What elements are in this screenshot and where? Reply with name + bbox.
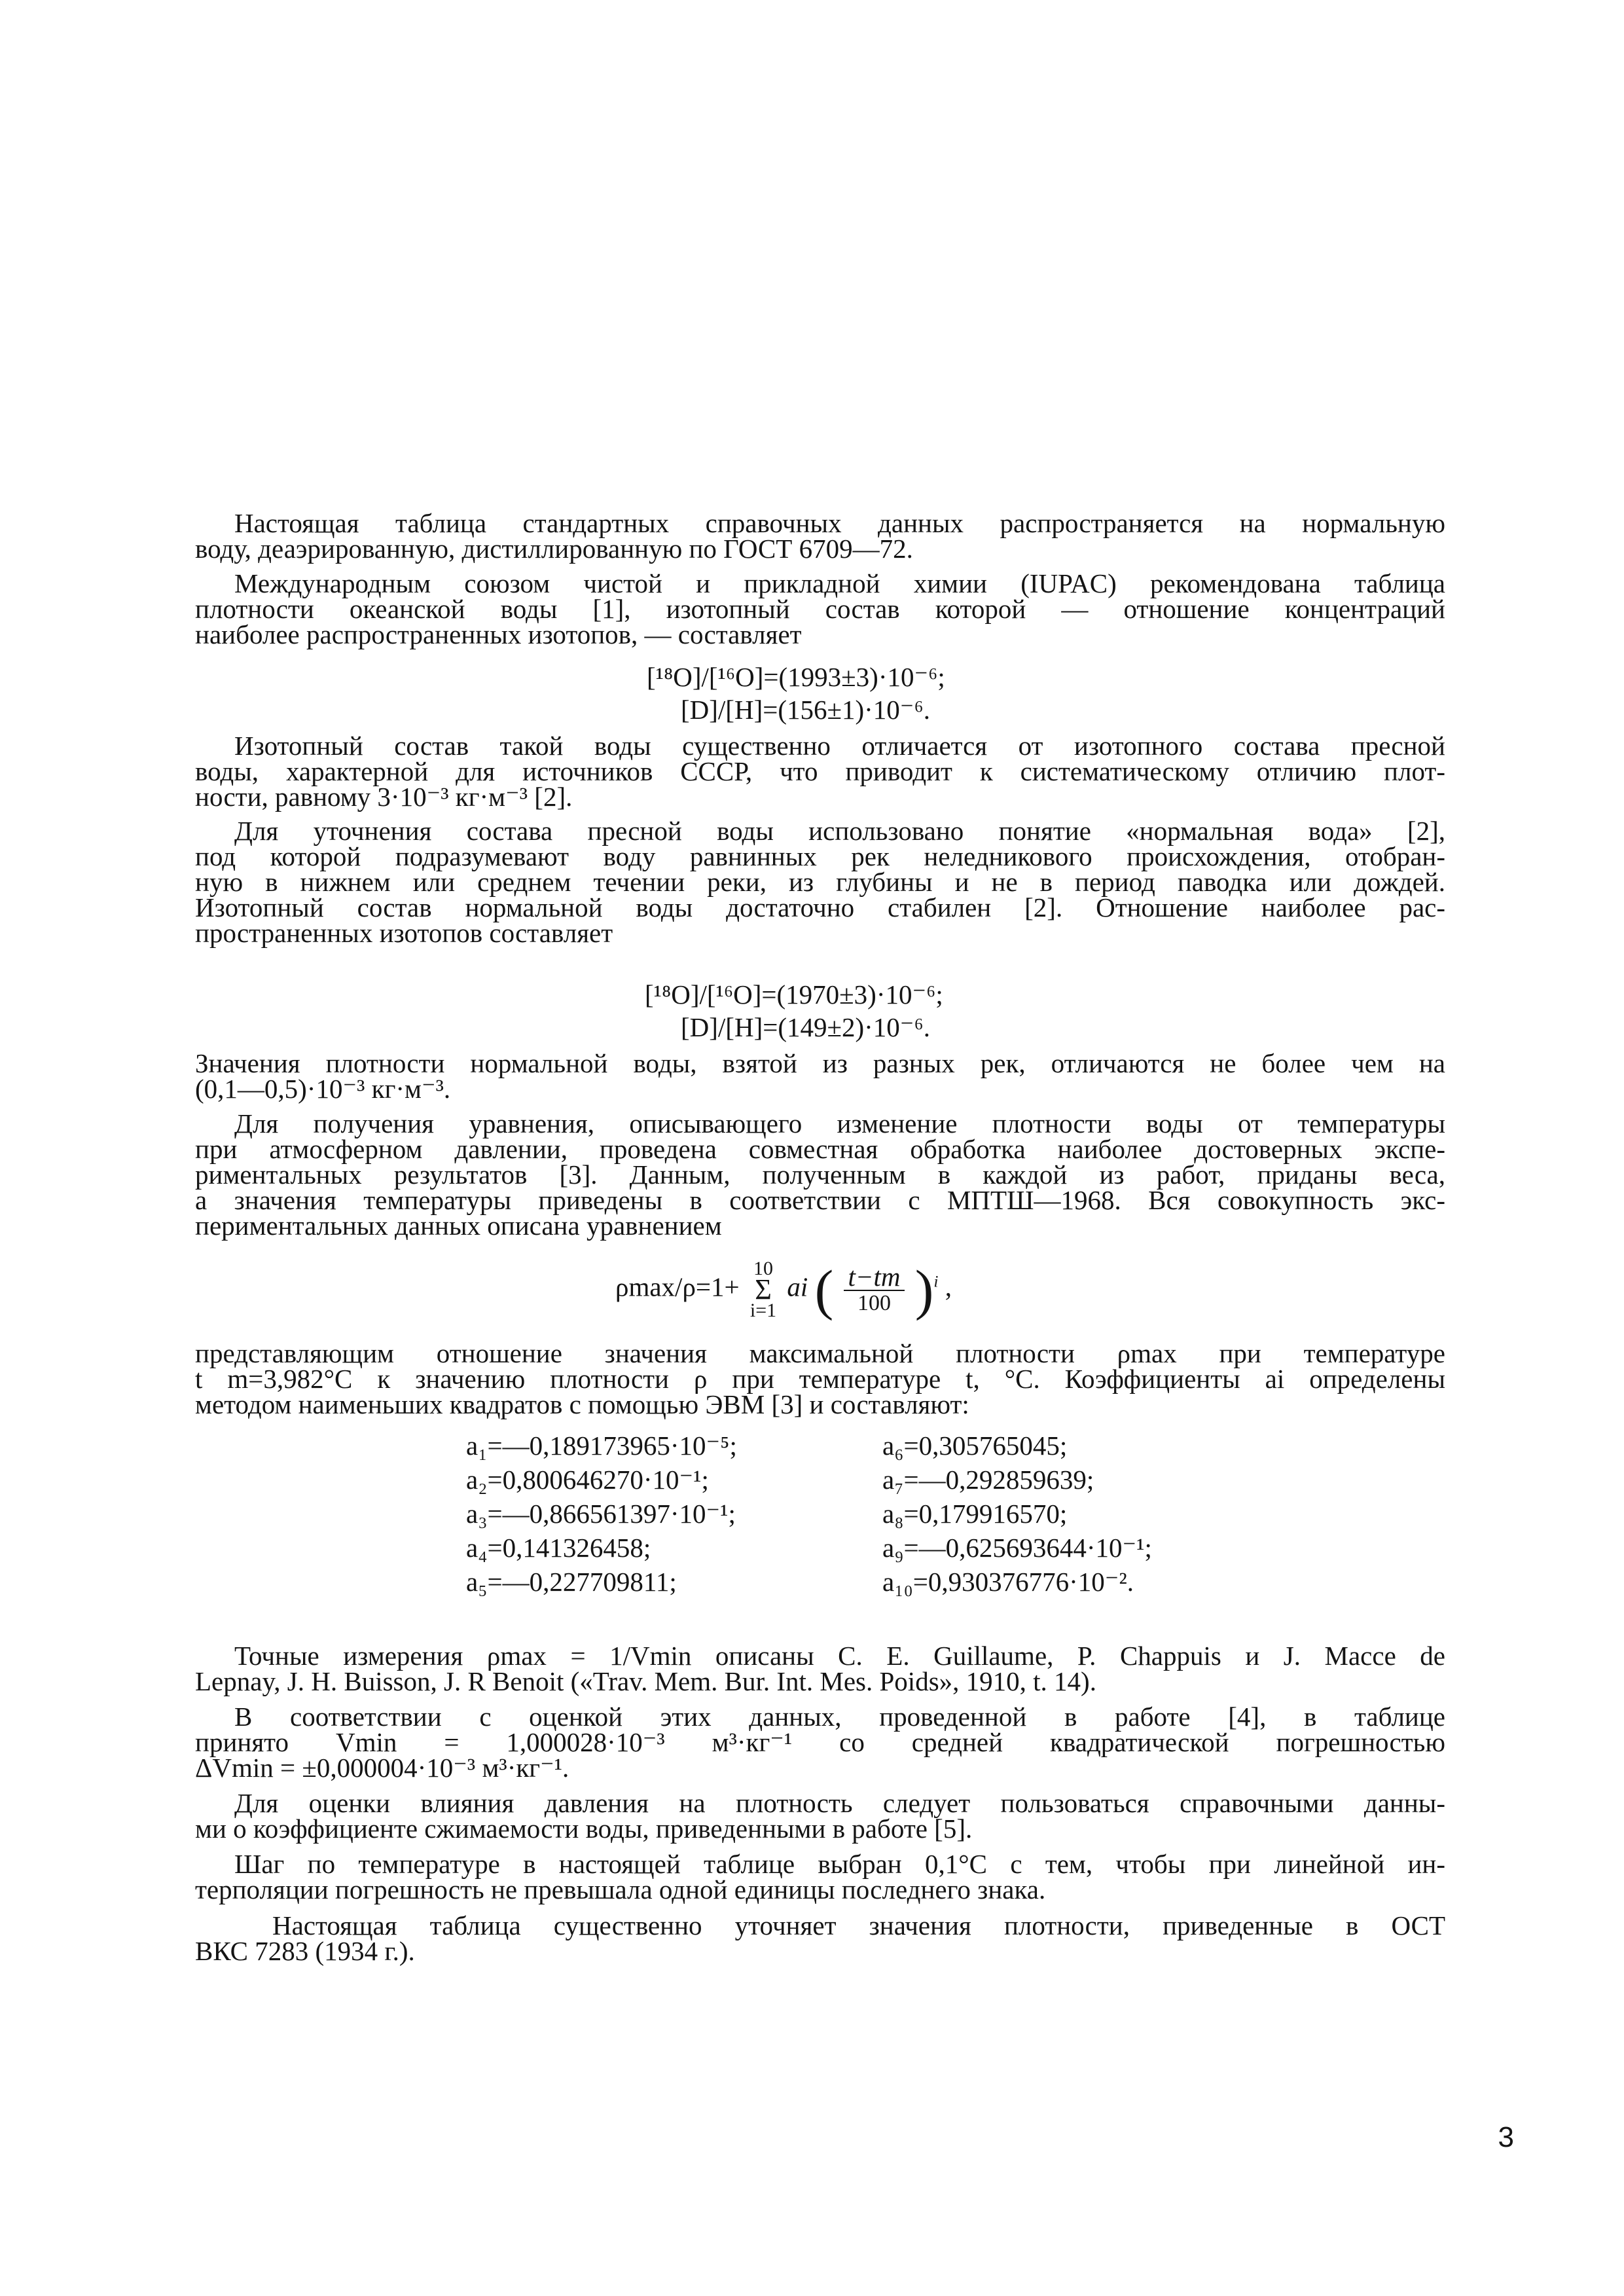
paragraph-9 bbox=[195, 1704, 1445, 1781]
text-line: ми о коэффициенте сжимаемости воды, приведенными в работе [5]. bbox=[195, 1813, 973, 1844]
text-line: принято Vmin = 1,000028·10⁻³ м³·кг⁻¹ со средней квадратической погрешностью bbox=[195, 1727, 1445, 1757]
equation-tail: , bbox=[945, 1271, 952, 1302]
coefficient-a5: a₅=—0,227709811; bbox=[466, 1567, 677, 1597]
coefficient-a4: a₄=0,141326458; bbox=[466, 1533, 651, 1563]
right-paren: ) bbox=[914, 1258, 934, 1321]
text-line: Точные измерения ρmax = 1/Vmin описаны C. E. Guillaume, P. Chappuis и J. Macce de bbox=[234, 1641, 1445, 1671]
sigma-symbol: Σ bbox=[755, 1273, 772, 1305]
text-line: (0,1—0,5)·10⁻³ кг·м⁻³. bbox=[195, 1074, 451, 1104]
fraction bbox=[844, 1264, 904, 1316]
coefficient-a10: a₁₀=0,930376776·10⁻². bbox=[882, 1567, 1134, 1597]
text-line: ности, равному 3·10⁻³ кг·м⁻³ [2]. bbox=[195, 782, 573, 812]
text-line: воду, деаэрированную, дистиллированную по ГОСТ 6709—72. bbox=[195, 534, 913, 564]
normal-ratio-deuterium: [D]/[H]=(149±2)·10⁻⁶. bbox=[681, 1012, 930, 1042]
text-line: пространенных изотопов составляет bbox=[195, 918, 613, 948]
text-line: наиболее распространенных изотопов, — составляет bbox=[195, 619, 802, 649]
ocean-ratio-oxygen: [¹⁸O]/[¹⁶O]=(1993±3)·10⁻⁶; bbox=[647, 662, 945, 692]
text-line: периментальных данных описана уравнением bbox=[195, 1211, 722, 1241]
paragraph-1 bbox=[195, 508, 1445, 564]
density-equation bbox=[615, 1257, 952, 1322]
coefficient-a3: a₃=—0,866561397·10⁻¹; bbox=[466, 1499, 736, 1529]
coefficient-a8: a₈=0,179916570; bbox=[882, 1499, 1068, 1529]
equation-lhs: ρmax/ρ=1+ bbox=[615, 1271, 740, 1302]
summation bbox=[750, 1260, 776, 1319]
text-line: плотности океанской воды [1], изотопный состав которой — отношение концентраций bbox=[195, 594, 1445, 624]
coefficient-term: ai bbox=[787, 1271, 808, 1302]
paragraph-10 bbox=[195, 1788, 1445, 1844]
text-line: Настоящая таблица стандартных справочных данных распространяется на нормальную bbox=[234, 508, 1445, 538]
text-line: Настоящая таблица существенно уточняет значения плотности, приведенные в ОСТ bbox=[272, 1910, 1445, 1941]
paragraph-3 bbox=[195, 733, 1445, 810]
coefficient-a2: a₂=0,800646270·10⁻¹; bbox=[466, 1465, 709, 1495]
text-line: терполяции погрешность не превышала одной единицы последнего знака. bbox=[195, 1874, 1046, 1904]
fraction-numerator: t−tm bbox=[844, 1264, 904, 1291]
text-line: под которой подразумевают воду равнинных рек неледникового происхождения, отобран- bbox=[195, 841, 1445, 871]
paragraph-8 bbox=[195, 1643, 1445, 1694]
coefficients-left-column bbox=[466, 1429, 737, 1599]
paragraph-5 bbox=[195, 1048, 1445, 1104]
sum-lower-limit: i=1 bbox=[749, 1300, 777, 1321]
exponent: i bbox=[933, 1272, 939, 1291]
paragraph-11 bbox=[195, 1851, 1445, 1903]
paragraph-4 bbox=[195, 818, 1445, 946]
coefficient-a1: a₁=—0,189173965·10⁻⁵; bbox=[466, 1430, 737, 1461]
paragraph-6 bbox=[195, 1108, 1445, 1241]
coefficients-right-column bbox=[882, 1429, 1152, 1599]
text-line: при атмосферном давлении, проведена совместная обработка наиболее достоверных экспе- bbox=[195, 1134, 1445, 1164]
fraction-denominator: 100 bbox=[857, 1291, 891, 1315]
text-line: ную в нижнем или среднем течении реки, из глубины и не в период паводка или дождей. bbox=[195, 867, 1445, 897]
left-paren: ( bbox=[814, 1258, 834, 1321]
text-line: Для оценки влияния давления на плотность следует пользоваться справочными данны- bbox=[234, 1788, 1445, 1818]
text-line: воды, характерной для источников СССР, что приводит к систематическому отличию плот- bbox=[195, 756, 1445, 786]
text-line: Изотопный состав такой воды существенно отличается от изотопного состава пресной bbox=[234, 731, 1445, 761]
text-line: ΔVmin = ±0,000004·10⁻³ м³·кг⁻¹. bbox=[195, 1753, 569, 1783]
text-line: Шаг по температуре в настоящей таблице выбран 0,1°C с тем, чтобы при линейной ин- bbox=[234, 1849, 1445, 1879]
text-line: Значения плотности нормальной воды, взятой из разных рек, отличаются не более чем на bbox=[195, 1048, 1445, 1078]
coefficient-a7: a₇=—0,292859639; bbox=[882, 1465, 1094, 1495]
ocean-ratio-deuterium: [D]/[H]=(156±1)·10⁻⁶. bbox=[681, 695, 930, 725]
paragraph-7 bbox=[195, 1338, 1445, 1419]
coefficient-a9: a₉=—0,625693644·10⁻¹; bbox=[882, 1533, 1152, 1563]
text-line: риментальных результатов [3]. Данным, полученным в каждой из работ, приданы веса, bbox=[195, 1159, 1445, 1190]
text-line: Международным союзом чистой и прикладной химии (IUPAC) рекомендована таблица bbox=[234, 568, 1445, 598]
sum-upper-limit: 10 bbox=[753, 1258, 774, 1279]
text-line: t m=3,982°C к значению плотности ρ при температуре t, °C. Коэффициенты ai определены bbox=[195, 1364, 1445, 1394]
paragraph-12 bbox=[195, 1910, 1445, 1966]
text-line: Для уточнения состава пресной воды использовано понятие «нормальная вода» [2], bbox=[234, 816, 1445, 846]
page-number: 3 bbox=[1498, 2121, 1514, 2153]
paragraph-2 bbox=[195, 568, 1445, 649]
normal-ratio-oxygen: [¹⁸O]/[¹⁶O]=(1970±3)·10⁻⁶; bbox=[645, 979, 943, 1010]
text-line: В соответствии с оценкой этих данных, проведенной в работе [4], в таблице bbox=[234, 1702, 1445, 1732]
text-line: а значения температуры приведены в соответствии с МПТШ—1968. Вся совокупность экс- bbox=[195, 1185, 1445, 1215]
text-line: Изотопный состав нормальной воды достаточно стабилен [2]. Отношение наиболее рас- bbox=[195, 892, 1445, 922]
coefficient-a6: a₆=0,305765045; bbox=[882, 1430, 1068, 1461]
text-line: Для получения уравнения, описывающего изменение плотности воды от температуры bbox=[234, 1108, 1445, 1139]
text-line: Lepnay, J. H. Buisson, J. R Benoit («Trav. Mem. Bur. Int. Mes. Poids», 1910, t. 14). bbox=[195, 1666, 1096, 1696]
text-line: ВКС 7283 (1934 г.). bbox=[195, 1936, 415, 1966]
text-line: методом наименьших квадратов с помощью ЭВМ [3] и составляют: bbox=[195, 1389, 969, 1419]
text-line: представляющим отношение значения максимальной плотности ρmax при температуре bbox=[195, 1338, 1445, 1368]
